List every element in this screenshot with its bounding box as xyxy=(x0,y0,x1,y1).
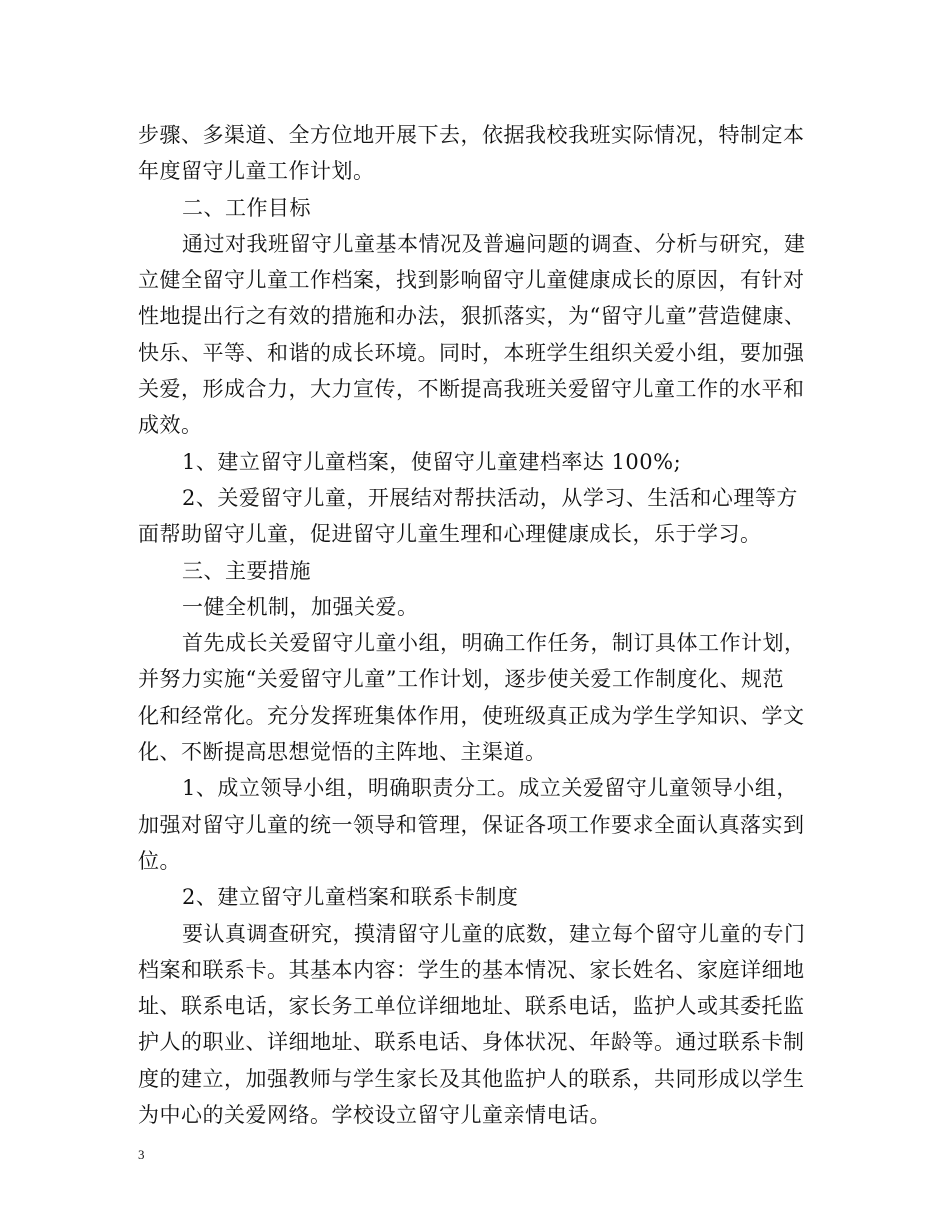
text-line: 年度留守儿童工作计划。 xyxy=(138,159,375,184)
document-body xyxy=(138,117,818,1133)
page-number: 3 xyxy=(138,1147,145,1162)
text-line: 首先成长关爱留守儿童小组，明确工作任务，制订具体工作计划， xyxy=(182,631,806,656)
text-line: 2、关爱留守儿童，开展结对帮扶活动，从学习、生活和心理等方 xyxy=(182,485,798,510)
text-line: 并努力实施“关爱留守儿童”工作计划，逐步使关爱工作制度化、规范 xyxy=(138,667,784,692)
text-line: 2、建立留守儿童档案和联系卡制度 xyxy=(182,885,519,910)
text-line: 化和经常化。充分发挥班集体作用，使班级真正成为学生学知识、学文 xyxy=(138,703,805,728)
text-line: 立健全留守儿童工作档案，找到影响留守儿童健康成长的原因，有针对 xyxy=(138,268,805,293)
text-line: 1、建立留守儿童档案，使留守儿童建档率达 100%; xyxy=(182,449,682,474)
text-line: 二、工作目标 xyxy=(182,195,311,220)
text-line: 度的建立，加强教师与学生家长及其他监护人的联系，共同形成以学生 xyxy=(138,1066,805,1091)
text-line: 快乐、平等、和谐的成长环境。同时，本班学生组织关爱小组，要加强 xyxy=(138,340,805,365)
text-line: 步骤、多渠道、全方位地开展下去，依据我校我班实际情况，特制定本 xyxy=(138,123,805,147)
text-line: 三、主要措施 xyxy=(182,558,311,583)
text-line: 1、成立领导小组，明确职责分工。成立关爱留守儿童领导小组， xyxy=(182,776,798,801)
text-line: 档案和联系卡。其基本内容：学生的基本情况、家长姓名、家庭详细地 xyxy=(138,957,805,982)
text-line: 位。 xyxy=(138,848,181,873)
text-line: 要认真调查研究，摸清留守儿童的底数，建立每个留守儿童的专门 xyxy=(182,921,806,946)
text-line: 性地提出行之有效的措施和办法，狠抓落实，为“留守儿童”营造健康、 xyxy=(138,304,806,329)
text-line: 面帮助留守儿童，促进留守儿童生理和心理健康成长，乐于学习。 xyxy=(138,522,762,547)
text-line: 通过对我班留守儿童基本情况及普遍问题的调查、分析与研究，建 xyxy=(182,231,806,256)
text-line: 护人的职业、详细地址、联系电话、身体状况、年龄等。通过联系卡制 xyxy=(138,1030,805,1055)
text-line: 址、联系电话，家长务工单位详细地址、联系电话，监护人或其委托监 xyxy=(138,994,805,1019)
text-line: 化、不断提高思想觉悟的主阵地、主渠道。 xyxy=(138,740,547,765)
text-line: 成效。 xyxy=(138,413,203,438)
text-line: 关爱，形成合力，大力宣传，不断提高我班关爱留守儿童工作的水平和 xyxy=(138,377,805,402)
text-line: 一健全机制，加强关爱。 xyxy=(182,594,419,619)
text-line: 加强对留守儿童的统一领导和管理，保证各项工作要求全面认真落实到 xyxy=(138,812,805,837)
text-line: 为中心的关爱网络。学校设立留守儿童亲情电话。 xyxy=(138,1103,611,1128)
